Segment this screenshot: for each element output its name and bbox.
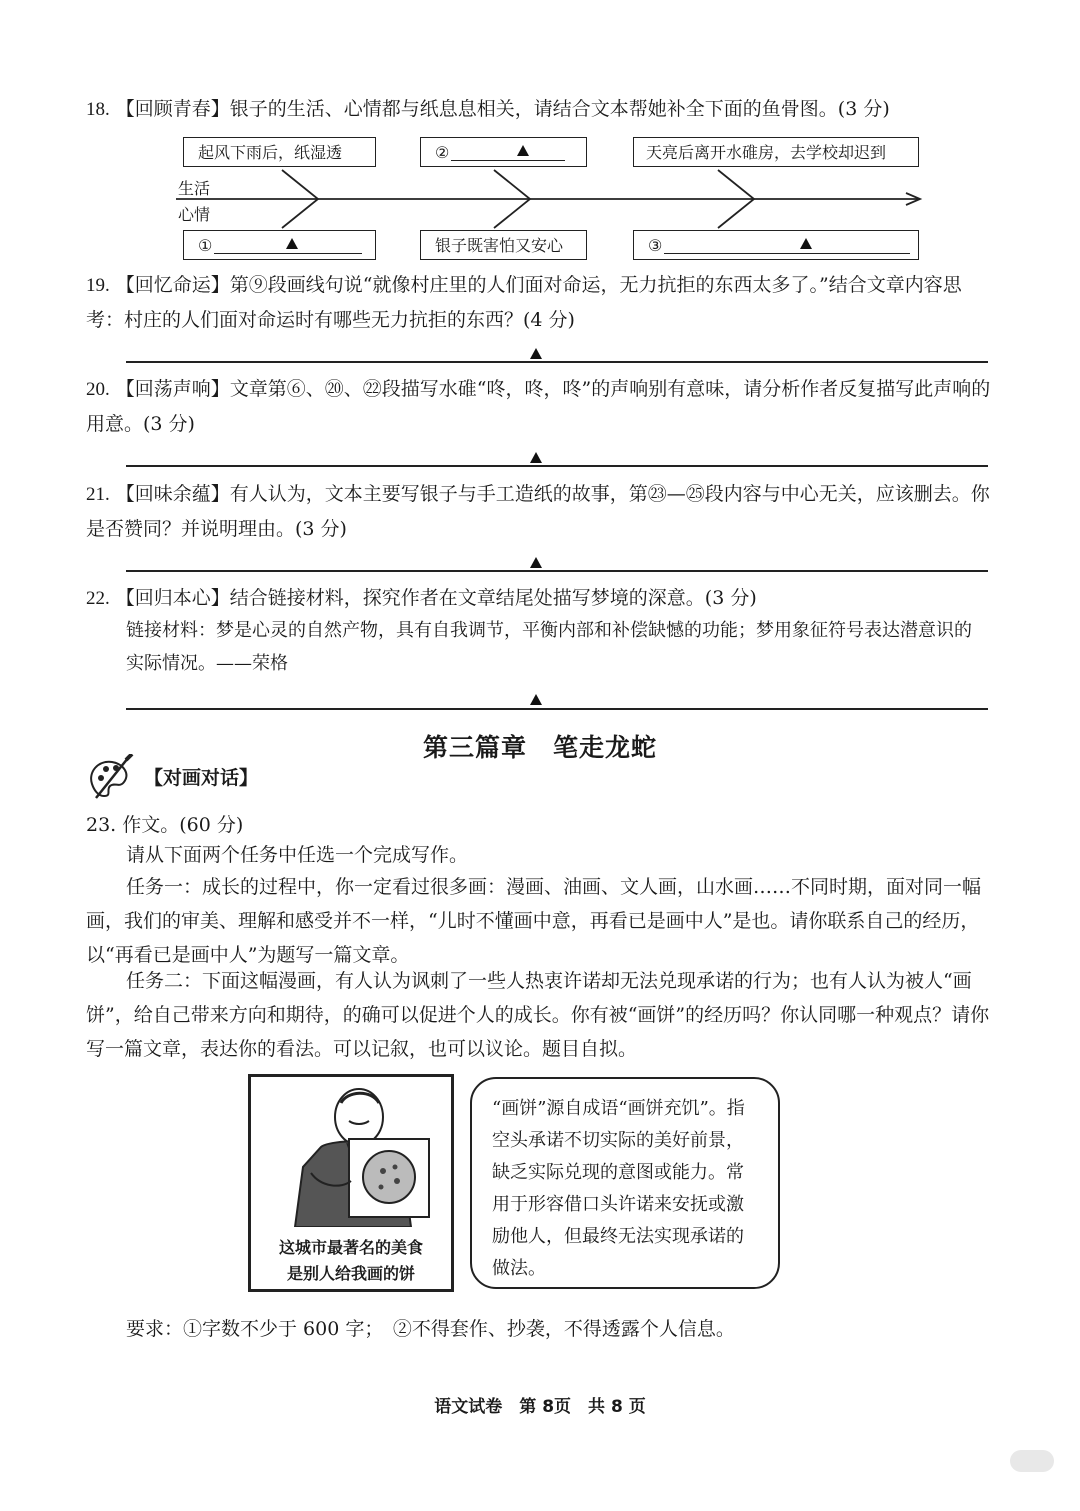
requirement: 要求：①字数不少于 600 字； ②不得套作、抄袭，不得透露个人信息。 (126, 1318, 735, 1340)
cartoon-caption-2: 是别人给我画的饼 (286, 1264, 415, 1283)
answer-line-19[interactable] (126, 361, 988, 363)
chapter-title: 第三篇章 笔走龙蛇 (422, 733, 657, 762)
fishbone-top-2[interactable] (420, 137, 587, 167)
fishbone-bottom-2: 银子既害怕又安心 (420, 230, 587, 260)
answer-line-20[interactable] (126, 465, 988, 467)
palette-icon (86, 754, 134, 800)
answer-triangle-icon (530, 557, 542, 568)
answer-blank-1[interactable] (214, 235, 362, 254)
question-number: 18. (86, 99, 110, 120)
question-text: 【回味余蕴】有人认为，文本主要写银子与手工造纸的故事，第㉓—㉕段内容与中心无关，应该删去。你是否赞同？并说明理由。(3 分) (86, 483, 990, 540)
blank-label-1: ① (198, 236, 213, 255)
question-20 (86, 372, 991, 441)
answer-blank-3[interactable] (664, 235, 910, 254)
answer-line-21[interactable] (126, 570, 988, 572)
question-text: 【回忆命运】第⑨段画线句说“就像村庄里的人们面对命运，无力抗拒的东西太多了。”结合文章内容思考：村庄的人们面对命运时有哪些无力抗拒的东西？(4 分) (86, 274, 962, 331)
question-number: 20. (86, 379, 110, 400)
question-number: 23. (86, 814, 117, 836)
answer-blank-2[interactable] (451, 142, 565, 161)
question-text: 【回顾青春】银子的生活、心情都与纸息息相关，请结合文本帮她补全下面的鱼骨图。(3 分) (115, 98, 890, 120)
fishbone-top-3: 天亮后离开水碓房，去学校却迟到 (633, 137, 919, 167)
instruction: 请从下面两个任务中任选一个完成写作。 (126, 844, 469, 866)
question-21 (86, 477, 991, 546)
question-text: 【回荡声响】文章第⑥、⑳、㉒段描写水碓“咚，咚，咚”的声响别有意味，请分析作者反复描写此声响的用意。(3 分) (86, 378, 991, 435)
cartoon-caption-1: 这城市最著名的美食 (278, 1238, 423, 1257)
question-number: 21. (86, 484, 110, 505)
answer-triangle-icon (517, 145, 529, 156)
fishbone-bottom-3[interactable] (633, 230, 919, 260)
question-number: 19. (86, 275, 110, 296)
speech-bubble: “画饼”源自成语“画饼充饥”。指空头承诺不切实际的美好前景，缺乏实际兑现的意图或能力。常用于形容借口头许诺来安抚或激励他人，但最终无法实现承诺的做法。 (470, 1077, 780, 1289)
fishbone-top-1: 起风下雨后，纸湿透 (183, 137, 376, 167)
blank-label-2: ② (435, 143, 450, 162)
answer-line-22[interactable] (126, 708, 988, 710)
question-22 (86, 581, 991, 616)
answer-triangle-icon (530, 452, 542, 463)
answer-triangle-icon (530, 694, 542, 705)
section-label: 【对画对话】 (144, 767, 259, 789)
label-life: 生活 (178, 179, 211, 198)
fishbone-bottom-1[interactable] (183, 230, 376, 260)
watermark-badge (1010, 1450, 1054, 1472)
question-19 (86, 268, 991, 337)
task-two: 任务二：下面这幅漫画，有人认为讽刺了一些人热衷许诺却无法兑现承诺的行为；也有人认为被人“画饼”，给自己带来方向和期待，的确可以促进个人的成长。你有被“画饼”的经历吗？你认同哪一种观点？请你写一篇文章，表达你的看法。可以记叙，也可以议论。题目自拟。 (86, 970, 990, 1060)
question-text: 作文。(60 分) (122, 814, 244, 836)
answer-triangle-icon (800, 238, 812, 249)
question-text: 【回归本心】结合链接材料，探究作者在文章结尾处描写梦境的深意。(3 分) (115, 587, 757, 609)
cartoon-illustration (251, 1077, 451, 1227)
page-footer: 语文试卷 第 8页 共 8 页 (434, 1397, 646, 1417)
task-one: 任务一：成长的过程中，你一定看过很多画：漫画、油画、文人画，山水画……不同时期，面对同一幅画，我们的审美、理解和感受并不一样，“儿时不懂画中意，再看已是画中人”是也。请你联系自己的经历，以“再看已是画中人”为题写一篇文章。 (86, 876, 982, 966)
answer-triangle-icon (286, 238, 298, 249)
blank-label-3: ③ (648, 236, 663, 255)
question-number: 22. (86, 588, 110, 609)
cartoon-frame (248, 1074, 454, 1292)
answer-triangle-icon (530, 348, 542, 359)
link-material: 链接材料：梦是心灵的自然产物，具有自我调节，平衡内部和补偿缺憾的功能；梦用象征符号表达潜意识的实际情况。——荣格 (126, 620, 972, 674)
question-23-head (86, 808, 991, 842)
label-mood: 心情 (178, 205, 211, 224)
